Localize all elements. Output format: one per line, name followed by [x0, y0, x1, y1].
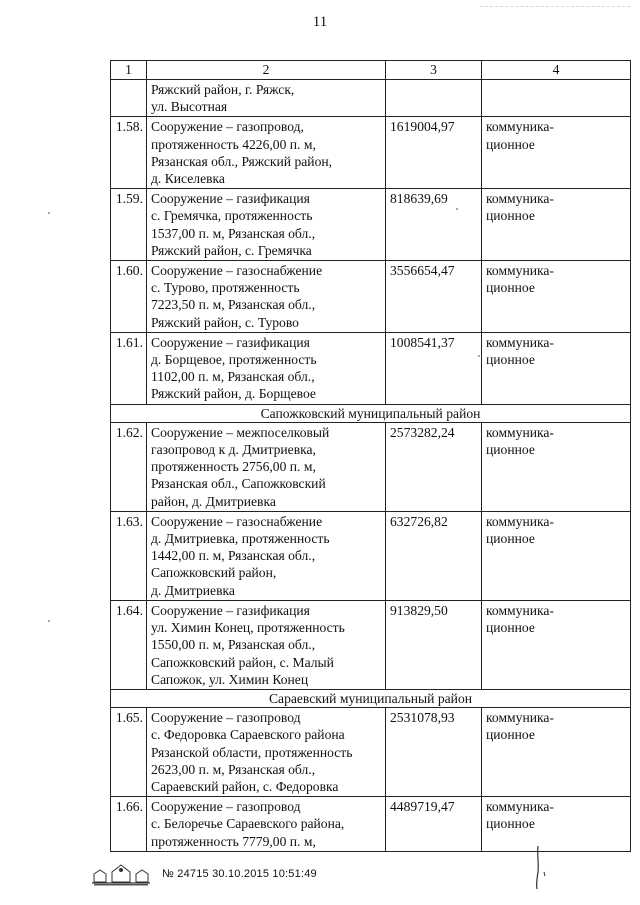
row-number: 1.64.	[111, 600, 147, 689]
row-description: Сооружение – газификация д. Борщевое, протяженность 1102,00 п. м, Рязанская обл., Ряжский район, д. Борщевое	[147, 332, 386, 404]
header-col-2: 2	[147, 61, 386, 80]
row-purpose: коммуника- ционное	[482, 600, 631, 689]
scan-speck	[456, 208, 458, 210]
row-description: Сооружение – газоснабжение с. Турово, протяженность 7223,50 п. м, Рязанская обл., Ряжский район, с. Турово	[147, 261, 386, 333]
row-value: 1619004,97	[386, 117, 482, 189]
row-description: Сооружение – газификация с. Гремячка, протяженность 1537,00 п. м, Рязанская обл., Ряжский район, с. Гремячка	[147, 189, 386, 261]
table-row	[111, 422, 631, 511]
row-number: 1.65.	[111, 708, 147, 797]
row-value: 913829,50	[386, 600, 482, 689]
row-value: 4489719,47	[386, 797, 482, 852]
table-row	[111, 80, 631, 117]
row-purpose: коммуника- ционное	[482, 261, 631, 333]
section-title: Сараевский муниципальный район	[111, 689, 631, 707]
row-purpose: коммуника- ционное	[482, 117, 631, 189]
row-description: Сооружение – газоснабжение д. Дмитриевка, протяженность 1442,00 п. м, Рязанская обл., Сапожковский район, д. Дмитриевка	[147, 511, 386, 600]
table-row	[111, 332, 631, 404]
row-value: 818639,69	[386, 189, 482, 261]
table-row	[111, 117, 631, 189]
row-value: 2531078,93	[386, 708, 482, 797]
page-number: 11	[312, 14, 328, 30]
scan-speck	[478, 355, 480, 357]
table-row	[111, 600, 631, 689]
row-purpose: коммуника- ционное	[482, 189, 631, 261]
section-title: Сапожковский муниципальный район	[111, 404, 631, 422]
row-number: 1.59.	[111, 189, 147, 261]
row-number: 1.63.	[111, 511, 147, 600]
row-purpose: коммуника- ционное	[482, 332, 631, 404]
row-description: Сооружение – газопровод с. Белоречье Сараевского района, протяженность 7779,00 п. м,	[147, 797, 386, 852]
pen-mark-icon	[520, 842, 560, 892]
table-row	[111, 189, 631, 261]
row-value: 2573282,24	[386, 422, 482, 511]
row-value: 3556654,47	[386, 261, 482, 333]
row-value	[386, 80, 482, 117]
footer	[90, 862, 390, 888]
row-description: Сооружение – газификация ул. Химин Конец, протяженность 1550,00 п. м, Рязанская обл., Сапожковский район, с. Малый Сапожок, ул. Химин Конец	[147, 600, 386, 689]
row-number: 1.58.	[111, 117, 147, 189]
row-purpose: коммуника- ционное	[482, 511, 631, 600]
row-purpose: коммуника- ционное	[482, 797, 631, 852]
row-number: 1.61.	[111, 332, 147, 404]
scan-speck	[48, 212, 50, 214]
table-row	[111, 261, 631, 333]
registration-stamp: № 24715 30.10.2015 10:51:49	[162, 868, 317, 880]
row-description: Сооружение – газопровод, протяженность 4226,00 п. м, Рязанская обл., Ряжский район, д. Киселевка	[147, 117, 386, 189]
section-row	[111, 689, 631, 707]
table-row	[111, 511, 631, 600]
row-purpose: коммуника- ционное	[482, 422, 631, 511]
registry-logo-icon	[90, 862, 152, 886]
header-col-4: 4	[482, 61, 631, 80]
row-number: 1.66.	[111, 797, 147, 852]
row-value: 632726,82	[386, 511, 482, 600]
table-header-row	[111, 61, 631, 80]
row-number: 1.62.	[111, 422, 147, 511]
row-purpose	[482, 80, 631, 117]
row-description: Сооружение – газопровод с. Федоровка Сараевского района Рязанской области, протяженность 2623,00 п. м, Рязанская обл., Сараевский район, с. Федоровка	[147, 708, 386, 797]
table-body	[111, 80, 631, 852]
row-number	[111, 80, 147, 117]
header-col-3: 3	[386, 61, 482, 80]
row-purpose: коммуника- ционное	[482, 708, 631, 797]
property-table	[110, 60, 631, 852]
row-description: Сооружение – межпоселковый газопровод к д. Дмитриевка, протяженность 2756,00 п. м, Рязанская обл., Сапожковский район, д. Дмитриевка	[147, 422, 386, 511]
section-row	[111, 404, 631, 422]
table-row	[111, 708, 631, 797]
row-description: Ряжский район, г. Ряжск, ул. Высотная	[147, 80, 386, 117]
scan-speck	[48, 620, 50, 622]
row-value: 1008541,37	[386, 332, 482, 404]
header-col-1: 1	[111, 61, 147, 80]
scan-edge-mark	[480, 6, 630, 11]
row-number: 1.60.	[111, 261, 147, 333]
